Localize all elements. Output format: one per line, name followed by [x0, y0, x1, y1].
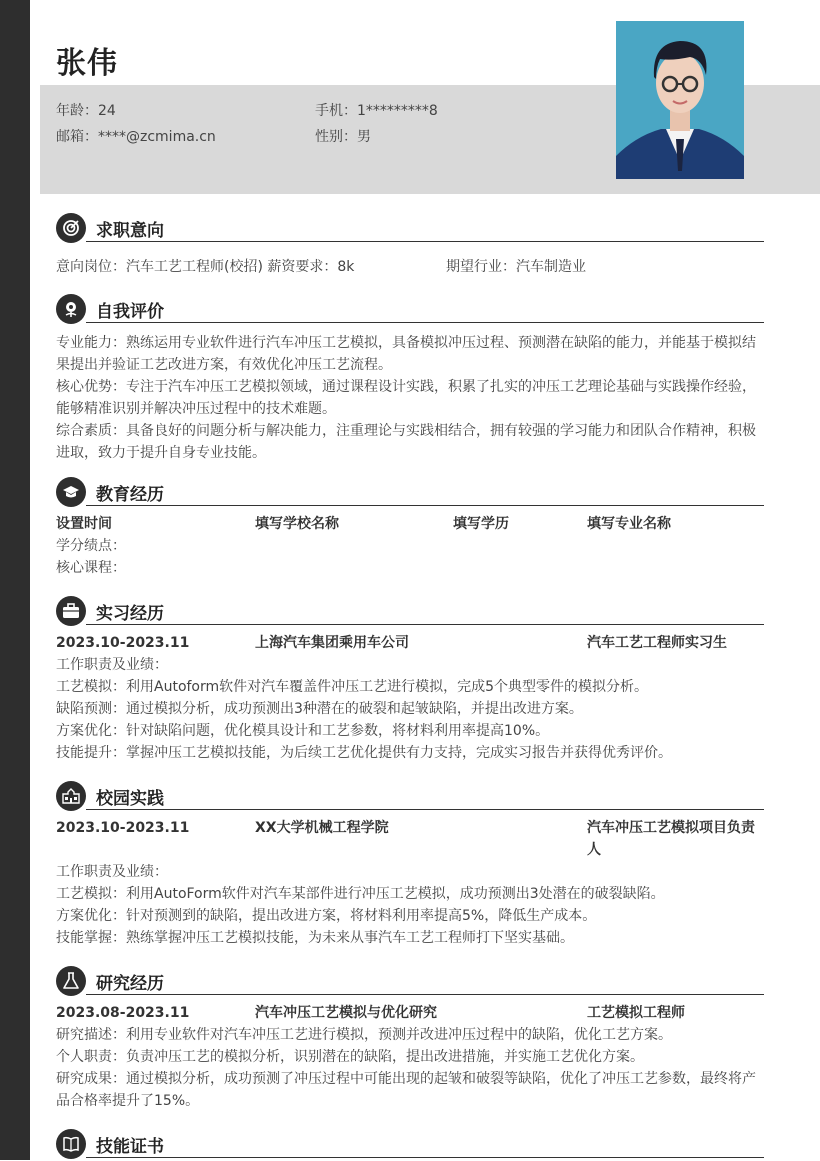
intern-role: 汽车工艺工程师实习生 — [587, 635, 727, 651]
left-sidebar-bar — [0, 0, 30, 1160]
section-title: 研究经历 — [96, 974, 164, 994]
intern-line: 工艺模拟：利用Autoform软件对汽车覆盖件冲压工艺进行模拟，完成5个典型零件的模拟分析。 — [56, 679, 649, 695]
target-icon — [56, 213, 86, 243]
edu-gpa: 学分绩点： — [56, 538, 126, 554]
research-time: 2023.08-2023.11 — [56, 1005, 190, 1021]
section-title: 教育经历 — [96, 485, 164, 505]
section-divider — [86, 994, 764, 995]
section-title: 校园实践 — [96, 789, 164, 809]
intern-line: 缺陷预测：通过模拟分析，成功预测出3种潜在的破裂和起皱缺陷，并提出改进方案。 — [56, 701, 583, 717]
self-eval-line: 综合素质：具备良好的问题分析与解决能力，注重理论与实践相结合，拥有较强的学习能力和团队合作精神，积极进取，致力于提升自身专业技能。 — [56, 423, 756, 461]
gender: 性别：男 — [315, 129, 371, 145]
section-divider — [86, 505, 764, 506]
section-research — [56, 966, 764, 1112]
intern-line: 工作职责及业绩： — [56, 657, 168, 673]
school-building-icon — [56, 781, 86, 811]
campus-line: 工艺模拟：利用AutoForm软件对汽车某部件进行冲压工艺模拟，成功预测出3处潜在的破裂缺陷。 — [56, 886, 665, 902]
section-title: 求职意向 — [96, 221, 164, 241]
age: 年龄：24 — [56, 103, 116, 119]
section-divider — [86, 809, 764, 810]
profile-photo — [616, 21, 744, 179]
research-line: 研究成果：通过模拟分析，成功预测了冲压过程中可能出现的起皱和破裂等缺陷，优化了冲压工艺参数，最终将产品合格率提升了15%。 — [56, 1071, 756, 1109]
section-title: 自我评价 — [96, 302, 164, 322]
section-education — [56, 477, 764, 579]
section-skills-certificates — [56, 1129, 764, 1161]
section-title: 技能证书 — [96, 1137, 164, 1157]
edu-courses: 核心课程： — [56, 560, 126, 576]
edu-time: 设置时间 — [56, 516, 112, 532]
email: 邮箱：****@zcmima.cn — [56, 129, 216, 145]
edu-degree: 填写学历 — [453, 516, 509, 532]
intern-line: 方案优化：针对缺陷问题，优化模具设计和工艺参数，将材料利用率提高10%。 — [56, 723, 550, 739]
book-icon — [56, 1129, 86, 1159]
research-role: 工艺模拟工程师 — [587, 1005, 685, 1021]
intern-time: 2023.10-2023.11 — [56, 635, 190, 651]
self-eval-line: 专业能力：熟练运用专业软件进行汽车冲压工艺模拟，具备模拟冲压过程、预测潜在缺陷的能力，并能基于模拟结果提出并验证工艺改进方案，有效优化冲压工艺流程。 — [56, 335, 756, 373]
flower-icon — [56, 294, 86, 324]
candidate-name: 张伟 — [56, 46, 118, 81]
campus-line: 方案优化：针对预测到的缺陷，提出改进方案，将材料利用率提高5%，降低生产成本。 — [56, 908, 597, 924]
section-job-intent — [56, 213, 764, 278]
section-divider — [86, 322, 764, 323]
research-line: 个人职责：负责冲压工艺的模拟分析，识别潜在的缺陷，提出改进措施，并实施工艺优化方案。 — [56, 1049, 644, 1065]
campus-time: 2023.10-2023.11 — [56, 820, 190, 836]
phone: 手机：1*********8 — [315, 103, 438, 119]
section-campus-practice — [56, 781, 764, 949]
campus-org: XX大学机械工程学院 — [255, 820, 389, 836]
campus-line: 工作职责及业绩： — [56, 864, 168, 880]
campus-role: 汽车冲压工艺模拟项目负责人 — [587, 820, 755, 858]
briefcase-icon — [56, 596, 86, 626]
section-title: 实习经历 — [96, 604, 164, 624]
flask-icon — [56, 966, 86, 996]
industry: 期望行业：汽车制造业 — [446, 259, 586, 275]
edu-school: 填写学校名称 — [255, 516, 339, 532]
section-divider — [86, 241, 764, 242]
self-eval-line: 核心优势：专注于汽车冲压工艺模拟领域，通过课程设计实践，积累了扎实的冲压工艺理论基础与实践操作经验，能够精准识别并解决冲压过程中的技术难题。 — [56, 379, 756, 417]
intern-line: 技能提升：掌握冲压工艺模拟技能，为后续工艺优化提供有力支持，完成实习报告并获得优秀评价。 — [56, 745, 672, 761]
section-divider — [86, 624, 764, 625]
campus-line: 技能掌握：熟练掌握冲压工艺模拟技能，为未来从事汽车工艺工程师打下坚实基础。 — [56, 930, 574, 946]
section-self-evaluation — [56, 294, 764, 464]
section-divider — [86, 1157, 764, 1158]
research-project: 汽车冲压工艺模拟与优化研究 — [255, 1005, 437, 1021]
position-salary: 意向岗位：汽车工艺工程师(校招) 薪资要求：8k — [56, 259, 355, 275]
edu-major: 填写专业名称 — [587, 516, 671, 532]
research-line: 研究描述：利用专业软件对汽车冲压工艺进行模拟，预测并改进冲压过程中的缺陷，优化工艺方案。 — [56, 1027, 672, 1043]
section-internship — [56, 596, 764, 764]
graduation-cap-icon — [56, 477, 86, 507]
intern-org: 上海汽车集团乘用车公司 — [255, 635, 409, 651]
